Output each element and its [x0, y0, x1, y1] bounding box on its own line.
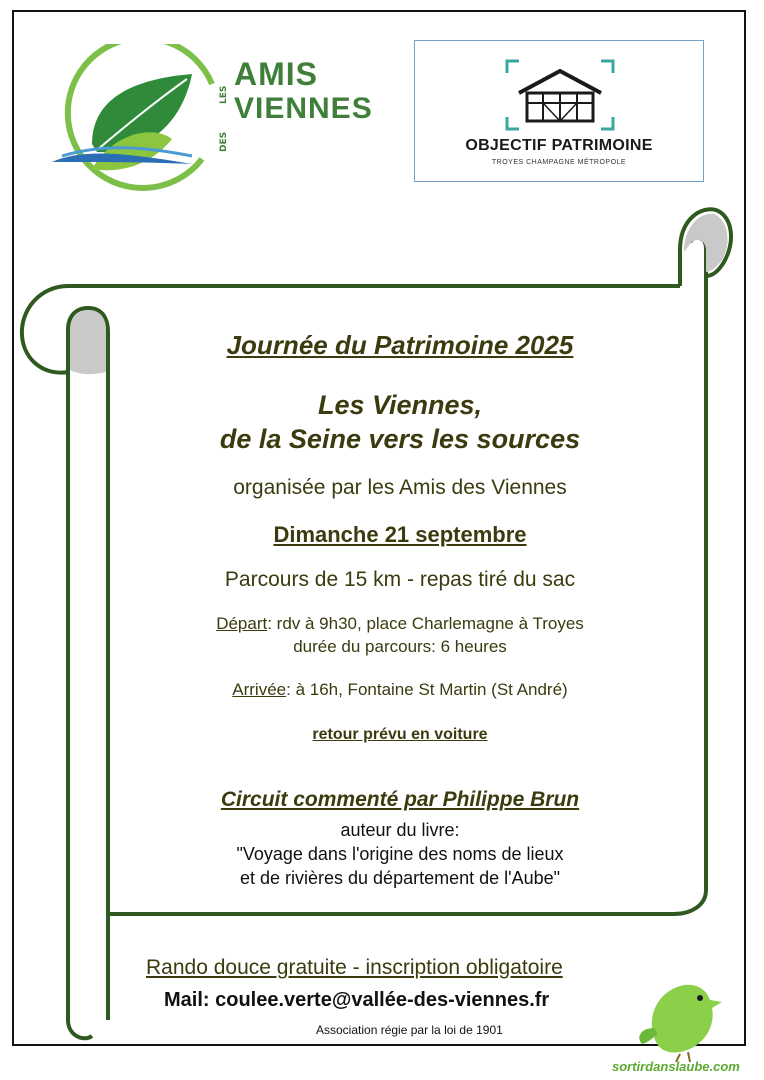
rando-info: Rando douce gratuite - inscription obligatoire [146, 956, 563, 979]
departure-info [120, 612, 680, 658]
book-info [120, 818, 680, 890]
objectif-subtitle: TROYES CHAMPAGNE MÉTROPOLE [491, 159, 627, 166]
logo-text-amis: AMIS [234, 56, 318, 92]
depart-label: Départ [216, 614, 268, 633]
logo-text-les: LES [219, 85, 229, 104]
guide-info: Circuit commenté par Philippe Brun [220, 788, 580, 811]
organizer-text: organisée par les Amis des Viennes [233, 476, 567, 499]
association-note: Association régie par la loi de 1901 [316, 1023, 503, 1037]
objectif-title: OBJECTIF PATRIMOINE [465, 137, 653, 154]
event-headline [120, 388, 680, 456]
depart-text: : rdv à 9h30, place Charlemagne à Troyes [267, 614, 584, 633]
route-info: Parcours de 15 km - repas tiré du sac [224, 568, 576, 591]
headline-line-1: Les Viennes, [317, 390, 483, 420]
logo-text-des: DES [219, 131, 229, 152]
arrivee-text: : à 16h, Fontaine St Martin (St André) [286, 680, 568, 699]
book-title-line-1: "Voyage dans l'origine des noms de lieux [236, 844, 564, 864]
event-date: Dimanche 21 septembre [273, 522, 527, 547]
duration-text: durée du parcours: 6 heures [293, 637, 507, 656]
arrival-info [120, 680, 680, 700]
headline-line-2: de la Seine vers les sources [219, 424, 581, 454]
bird-mascot-icon [636, 972, 726, 1062]
author-line: auteur du livre: [340, 820, 460, 840]
book-title-line-2: et de rivières du département de l'Aube" [239, 868, 561, 888]
logo-text-viennes: VIENNES [234, 92, 373, 125]
return-info: retour prévu en voiture [312, 726, 488, 743]
watermark-text: sortirdanslaube.com [612, 1059, 740, 1074]
arrivee-label: Arrivée [232, 680, 287, 699]
event-title: Journée du Patrimoine 2025 [226, 330, 574, 360]
contact-mail: Mail: coulee.verte@vallée-des-viennes.fr [164, 989, 550, 1011]
